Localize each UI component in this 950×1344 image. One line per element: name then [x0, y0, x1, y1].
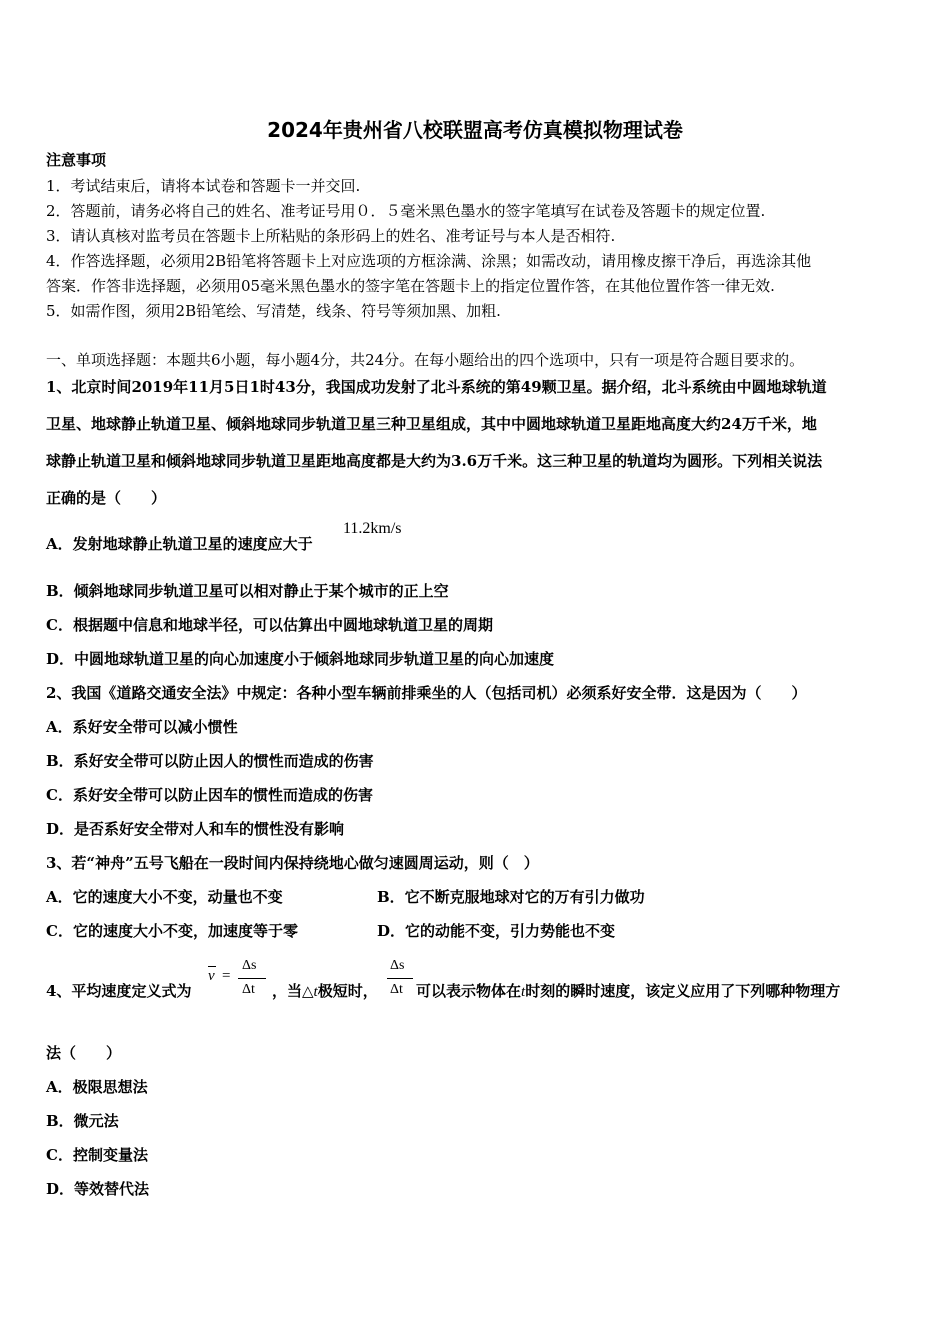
q2-option-b: B．系好安全带可以防止因人的惯性而造成的伤害: [46, 752, 374, 770]
q1-stem-line-2: 卫星、地球静止轨道卫星、倾斜地球同步轨道卫星三种卫星组成，其中中圆地球轨道卫星距地高度大约24万千米，地: [46, 415, 817, 433]
q1-option-b: B．倾斜地球同步轨道卫星可以相对静止于某个城市的正上空: [46, 582, 449, 600]
q4-v-bar: v: [208, 968, 215, 984]
q4-text-3a: 可以表示物体在: [416, 982, 522, 1000]
q4-equals: =: [222, 968, 231, 984]
q4-option-a: A．极限思想法: [46, 1078, 148, 1096]
q4-t-2: t: [521, 984, 526, 1000]
notice-item-5: 5．如需作图，须用2B铅笔绘、写清楚，线条、符号等须加黑、加粗.: [46, 302, 501, 320]
notice-item-3: 3．请认真核对监考员在答题卡上所粘贴的条形码上的姓名、准考证号与本人是否相符.: [46, 227, 616, 245]
q3-option-c: C．它的速度大小不变，加速度等于零: [46, 922, 298, 940]
notice-item-4-cont: 答案．作答非选择题，必须用05毫米黑色墨水的签字笔在答题卡上的指定位置作答，在其他位置作答一律无效.: [46, 277, 775, 295]
q1-option-c: C．根据题中信息和地球半径，可以估算出中圆地球轨道卫星的周期: [46, 616, 493, 634]
q1-stem-line-1: 1、北京时间2019年11月5日1时43分，我国成功发射了北斗系统的第49颗卫星。据介绍，北斗系统由中圆地球轨道: [46, 378, 827, 396]
q4-text-3: [416, 981, 840, 1002]
q4-t-1: t: [313, 984, 318, 1000]
q4-formula-ratio: [386, 958, 416, 1002]
q3-option-a: A．它的速度大小不变，动量也不变: [46, 888, 283, 906]
notice-item-4: 4．作答选择题，必须用2B铅笔将答题卡上对应选项的方框涂满、涂黑；如需改动，请用橡皮擦干净后，再选涂其他: [46, 252, 812, 270]
q4-text-1: 4、平均速度定义式为: [46, 982, 192, 1000]
q4-option-b: B．微元法: [46, 1112, 119, 1130]
q4-formula-avg-velocity: [206, 958, 272, 1002]
q4-option-c: C．控制变量法: [46, 1146, 148, 1164]
q1-option-a-text: A．发射地球静止轨道卫星的速度应大于: [46, 535, 313, 553]
q2-option-a: A．系好安全带可以减小惯性: [46, 718, 238, 736]
q4-bar-line: [208, 966, 216, 967]
q1-stem-line-4: 正确的是（ ）: [46, 489, 167, 507]
q2-option-c: C．系好安全带可以防止因车的惯性而造成的伤害: [46, 786, 373, 804]
q3-option-d: D．它的动能不变，引力势能也不变: [377, 922, 616, 940]
q4-text-3b: 时刻的瞬时速度，该定义应用了下列哪种物理方: [525, 982, 841, 1000]
q1-option-a: [46, 534, 313, 554]
notice-heading: 注意事项: [46, 151, 107, 169]
q4-ratio-den: Δt: [390, 982, 403, 997]
q2-stem: 2、我国《道路交通安全法》中规定：各种小型车辆前排乘坐的人（包括司机）必须系好安全带．这是因为（ ）: [46, 684, 807, 702]
q2-option-d: D．是否系好安全带对人和车的惯性没有影响: [46, 820, 345, 838]
section-heading: 一、单项选择题：本题共6小题，每小题4分，共24分。在每小题给出的四个选项中，只有一项是符合题目要求的。: [46, 351, 805, 369]
q4-ratio-line: [387, 978, 413, 979]
q1-option-a-value: 11.2km/s: [343, 520, 402, 537]
q4-ratio-num: Δs: [390, 958, 405, 973]
q3-option-b: B．它不断克服地球对它的万有引力做功: [377, 888, 645, 906]
notice-item-2: 2．答题前，请务必将自己的姓名、准考证号用０．５毫米黑色墨水的签字笔填写在试卷及答题卡的规定位置.: [46, 202, 766, 220]
q4-stem-cont: 法（ ）: [46, 1044, 122, 1062]
q4-option-d: D．等效替代法: [46, 1180, 150, 1198]
q4-text-2a: ，当△: [272, 982, 314, 1000]
page-title: 2024年贵州省八校联盟高考仿真模拟物理试卷: [267, 118, 683, 142]
q1-option-d: D．中圆地球轨道卫星的向心加速度小于倾斜地球同步轨道卫星的向心加速度: [46, 650, 555, 668]
q1-stem-line-3: 球静止轨道卫星和倾斜地球同步轨道卫星距地高度都是大约为3.6万千米。这三种卫星的轨道均为圆形。下列相关说法: [46, 452, 823, 470]
q4-frac-num: Δs: [242, 958, 257, 973]
q3-stem: 3、若“神舟”五号飞船在一段时间内保持绕地心做匀速圆周运动，则（ ）: [46, 854, 539, 872]
q4-frac-line: [238, 978, 266, 979]
q4-text-2: [272, 981, 378, 1002]
q4-frac-den: Δt: [242, 982, 255, 997]
q4-text-2b: 极短时，: [317, 982, 378, 1000]
notice-item-1: 1．考试结束后，请将本试卷和答题卡一并交回.: [46, 177, 361, 195]
